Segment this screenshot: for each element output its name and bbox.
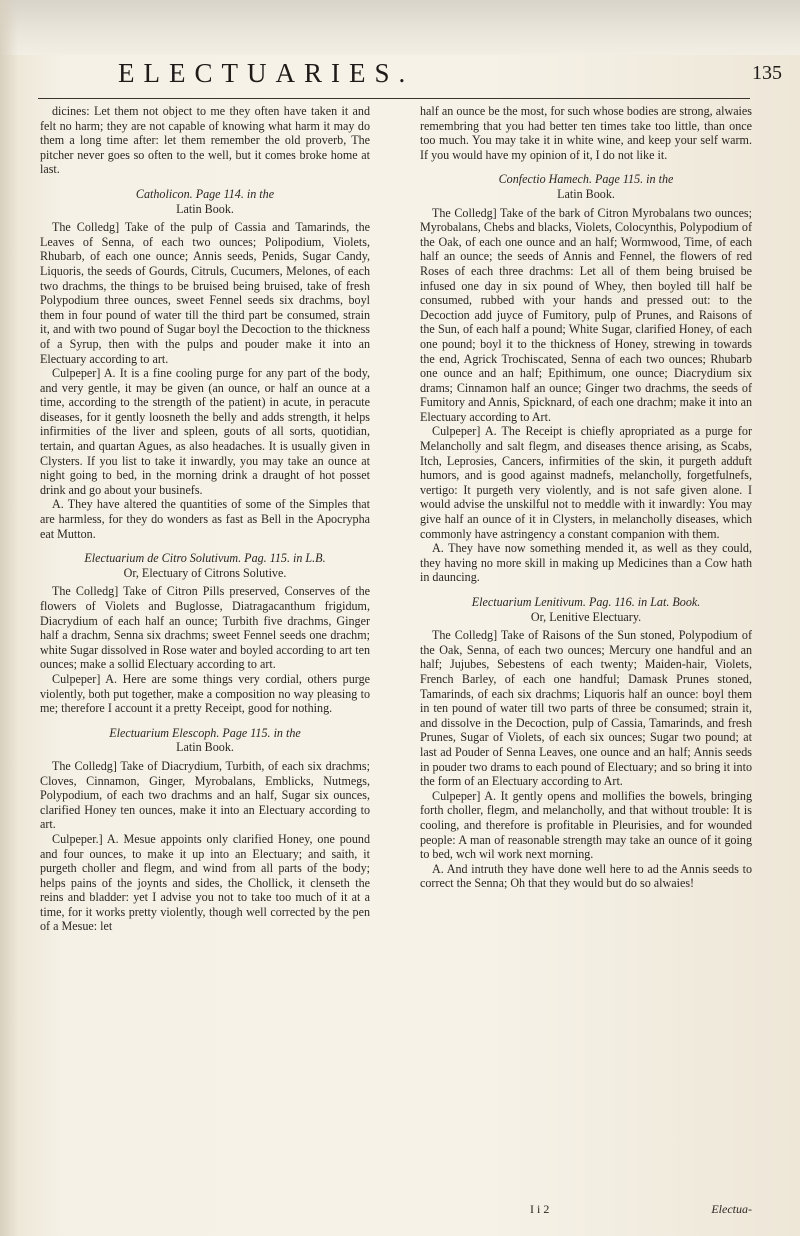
body-paragraph: half an ounce be the most, for such whose bodies are strong, alwaies remembring that you had better ten times take too little, than once too much. You may take it in white wine, and keep your self warm. If you would have my opinion of it, I do not like it. xyxy=(420,104,752,162)
catchword: Electua- xyxy=(711,1202,752,1216)
body-paragraph: The Colledg] Take of Raisons of the Sun stoned, Polypodium of the Oak, Senna, of each two ounces; Mercury one handful and an half; Jujubes, Sebestens of each twenty; Maiden-hair, Violets, French Barley, of each one handful; Damask Prunes stoned, Tamarinds, of each six drachms; Liquoris half an ounce: boyl them in ten pound of water till two parts of three be consumed; strain it, and dissolve in the Decoction, pulp of Cassia, Tamarinds, and fresh Prunes, Sugar of Violets, of each six ounces; Sugar two pound; at last ad Pouder of Senna Leaves, one ounce and an half; Annis seeds in pouder two drams to each pound of Electuary; and so bring it into the form of an Electuary according to Art. xyxy=(420,628,752,789)
header-rule xyxy=(38,98,750,99)
recipe-subheading: Latin Book. xyxy=(176,740,234,755)
left-column xyxy=(40,104,370,934)
recipe-subheading: Latin Book. xyxy=(557,186,615,201)
body-paragraph: Culpeper.] A. Mesue appoints only clarified Honey, one pound and four ounces, to make it up into an Electuary; and saith, it purgeth choller and flegm, and wind from all parts of the body; helps pains of the joynts and sides, the Chollick, it clenseth the reins and bladder: yet I advise you not to take too much of it at a time, for it works pretty violently, though well corrected by the pen of a Mesue: let xyxy=(40,831,370,934)
body-paragraph: A. They have now something mended it, as well as they could, they having no more skill in making up Medicines than a Cow hath in dauncing. xyxy=(420,541,752,585)
body-paragraph: Culpeper] A. It gently opens and mollifies the bowels, bringing forth choller, flegm, and melancholly, and that without trouble: It is cooling, and therefore is profitable in Pleurisies, and for wounded people: A man of reasonable strength may take an ounce of it going to bed, wch wil work next morning. xyxy=(420,788,752,862)
body-paragraph: Culpeper] A. Here are some things very cordial, others purge violently, both put together, make a composition no way pleasing to me; therefore I account it a pretty Receipt, good for nothing. xyxy=(40,671,370,716)
recipe-heading: Electuarium de Citro Solutivum. Pag. 115. in L.B. xyxy=(84,551,326,566)
body-paragraph: Culpeper] A. The Receipt is chiefly apropriated as a purge for Melancholly and salt flegm, and diseases thence arising, as Scabs, Itch, Leprosies, Cancers, infirmities of the skin, it purgeth adduft humors, and is good against madnefs, melancholly, forgetfulnefs, vertigo: It purgeth very violently, and is not safe given alone. I would advise the unskilful not to meddle with it inwardly: You may give half an ounce of it in Clysters, in melancholly diseases, which commonly have astringency a constant companion with them. xyxy=(420,424,752,541)
recipe-heading: Electuarium Elescoph. Page 115. in the xyxy=(109,725,301,740)
recipe-subheading: Latin Book. xyxy=(176,201,234,216)
page-header xyxy=(0,52,800,92)
body-paragraph: Culpeper] A. It is a fine cooling purge for any part of the body, and very gentle, it may be given (an ounce, or half an ounce at a time, according to the strength of the patient) in acute, in peracute diseases, for it gently loosneth the belly and adds strength, it helps infirmities of the liver and spleen, gouts of all sorts, quotidian, tertain, and quartan Agues, as also headaches. It is usually given in Clysters. If you list to take it inwardly, you may take an ounce at night going to bed, in the morning drink a draught of hot posset drink and go about your businefs. xyxy=(40,366,370,497)
signature-mark: I i 2 xyxy=(530,1202,550,1216)
recipe-subheading: Or, Lenitive Electuary. xyxy=(530,609,642,624)
body-paragraph: A. They have altered the quantities of some of the Simples that are harmless, for they do wonders as fast as Bell in the Apocrypha eat Mutton. xyxy=(40,497,370,541)
running-title: ELECTUARIES. xyxy=(118,58,415,88)
recipe-heading: Confectio Hamech. Page 115. in the xyxy=(498,172,674,187)
body-paragraph: dicines: Let them not object to me they often have taken it and felt no harm; they are not capable of knowing what harm it may do them a long time after: let them remember the old proverb, The pitcher never goes so often to the well, but it comes broke home at last. xyxy=(40,104,370,177)
page-number: 135 xyxy=(752,62,782,84)
body-paragraph: The Colledg] Take of the pulp of Cassia and Tamarinds, the Leaves of Senna, of each two ounces; Polipodium, Violets, Rhubarb, of each one ounce; Annis seeds, Penids, Sugar Candy, Liquoris, the seeds of Gourds, Citruls, Cucumers, Melones, of each two drachms, the things to be bruised being bruised, take of fresh Polypodium three ounces, sweet Fennel seeds six drachms, boyl them in four pound of water till the third part be consumed, strain it, and with two pound of Sugar boyl the Decoction to the thickness of a Syrup, then with the pulps and pouder make it into an Electuary according to art. xyxy=(40,220,370,366)
body-paragraph: A. And intruth they have done well here to ad the Annis seeds to correct the Senna; Oh that they would but do so alwaies! xyxy=(420,861,752,891)
right-column xyxy=(420,104,752,891)
recipe-heading: Catholicon. Page 114. in the xyxy=(135,186,275,201)
page-gutter-shadow xyxy=(0,0,18,1236)
body-paragraph: The Colledg] Take of Diacrydium, Turbith, of each six drachms; Cloves, Cinnamon, Ginger, Myrobalans, Emblicks, Nutmegs, Polypodium, of each two drachms and an half, Sugar six ounces, clarified Honey ten ounces, make it into an Electuary according to art. xyxy=(40,758,370,832)
body-paragraph: The Colledg] Take of Citron Pills preserved, Conserves of the flowers of Violets and Buglosse, Diatragacanthum frigidum, Diacrydium of each half an ounce; Turbith five drachms, Ginger half a drachm, Senna six drachms; sweet Fennel seeds one drachm; white Sugar dissolved in Rose water and boyled according to art ten ounces; make a sollid Electuary according to art. xyxy=(40,584,370,672)
recipe-subheading: Or, Electuary of Citrons Solutive. xyxy=(123,565,287,580)
recipe-heading: Electuarium Lenitivum. Pag. 116. in Lat. Book. xyxy=(471,595,701,609)
body-paragraph: The Colledg] Take of the bark of Citron Myrobalans two ounces; Myrobalans, Chebs and blacks, Violets, Colocynthis, Polypodium of the Oak, of each one ounce and an half; Wormwood, Time, of each half an ounce; the seeds of Annis and Fennel, the flowers of red Roses of each three drachms: Let all of them being bruised be infused one day in six pound of Whey, then boyled till half be consumed, rubbed with your hands and pressed out: to the Decoction add juyce of Fumitory, pulp of Prunes, and Raisons of the Sun, of each half a pound; White Sugar, clarified Honey, of each one pound; boyl it to the thickness of Honey, strewing in towards the end, Agrick Trochiscated, Senna of each two ounces; Rhubarb one ounce and an half; Epithimum, one ounce; Diacrydium six drams; Cinnamon half an ounce; Ginger two drachms, the seeds of Fumitory and Annis, Spicknard, of each one drachm; make it into an Electuary according to Art. xyxy=(420,205,752,424)
page-top-edge xyxy=(0,0,800,55)
